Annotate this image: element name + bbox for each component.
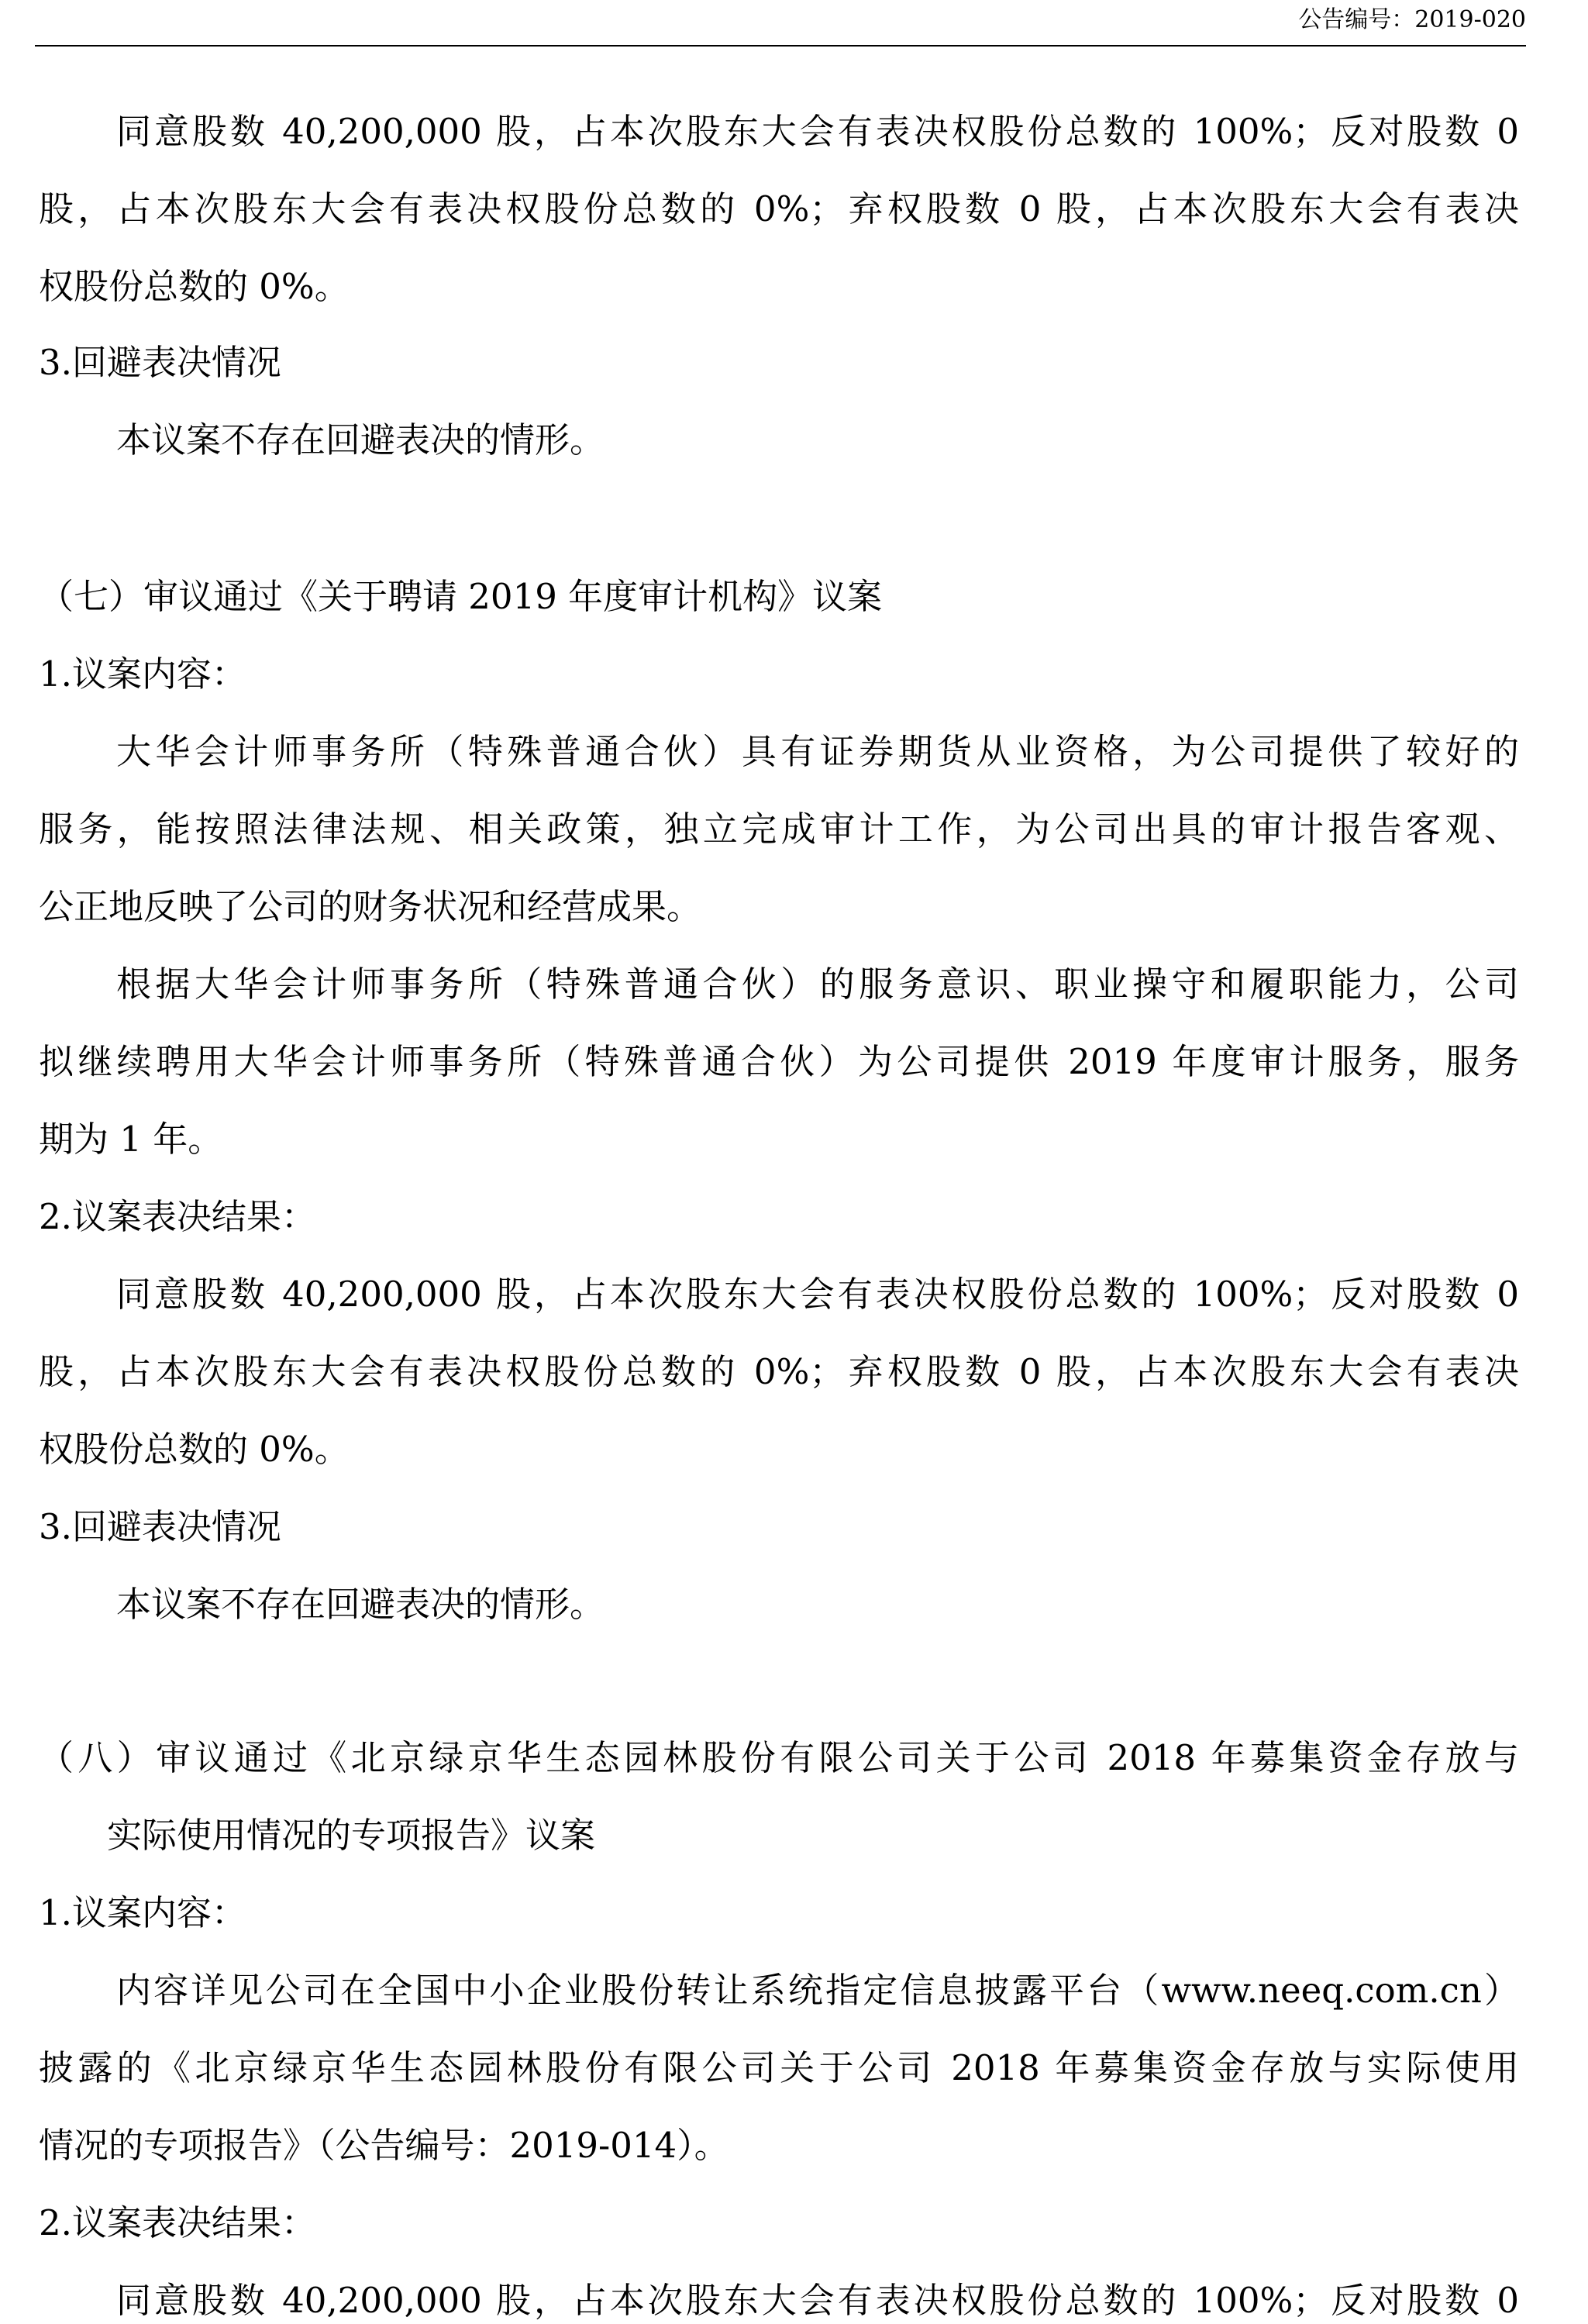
paragraph-text: 根据大华会计师事务所（特殊普通合伙）的服务意识、职业操守和履职能力，公司 [116, 964, 1519, 1005]
section-heading-8: （八）审议通过《北京绿京华生态园林股份有限公司关于公司 2018 年募集资金存放与 [39, 1737, 1519, 1778]
paragraph-text: 期为 1 年。 [39, 1119, 223, 1160]
paragraph-text: 大华会计师事务所（特殊普通合伙）具有证券期货从业资格，为公司提供了较好的 [116, 731, 1519, 772]
subheading-recusal: 3.回避表决情况 [39, 1506, 281, 1547]
announcement-code: 公告编号：2019-020 [1298, 6, 1526, 33]
vote-result-text: 权股份总数的 0%。 [39, 266, 350, 307]
subheading-vote-result: 2.议案表决结果： [39, 2202, 316, 2243]
recusal-text: 本议案不存在回避表决的情形。 [116, 419, 605, 460]
paragraph-text: 披露的《北京绿京华生态园林股份有限公司关于公司 2018 年募集资金存放与实际使用 [39, 2047, 1519, 2088]
vote-result-text: 同意股数 40,200,000 股，占本次股东大会有表决权股份总数的 100%；反对股数 0 [116, 2280, 1519, 2321]
subheading-content: 1.议案内容： [39, 653, 246, 695]
vote-result-text: 同意股数 40,200,000 股，占本次股东大会有表决权股份总数的 100%；反对股数 0 [116, 1274, 1519, 1315]
subheading-recusal: 3.回避表决情况 [39, 342, 281, 383]
vote-result-text: 权股份总数的 0%。 [39, 1429, 350, 1470]
paragraph-text: 情况的专项报告》（公告编号：2019-014）。 [39, 2125, 729, 2166]
paragraph-text: 服务，能按照法律法规、相关政策，独立完成审计工作，为公司出具的审计报告客观、 [39, 809, 1519, 850]
section-heading-8-continued: 实际使用情况的专项报告》议案 [107, 1815, 596, 1856]
subheading-content: 1.议案内容： [39, 1892, 246, 1933]
vote-result-text: 同意股数 40,200,000 股，占本次股东大会有表决权股份总数的 100%；反对股数 0 [116, 111, 1519, 152]
paragraph-text: 内容详见公司在全国中小企业股份转让系统指定信息披露平台（www.neeq.com.cn） [116, 1970, 1519, 2011]
vote-result-text: 股，占本次股东大会有表决权股份总数的 0%；弃权股数 0 股，占本次股东大会有表决 [39, 188, 1519, 229]
vote-result-text: 股，占本次股东大会有表决权股份总数的 0%；弃权股数 0 股，占本次股东大会有表决 [39, 1351, 1519, 1392]
page-header [35, 0, 1526, 47]
section-heading-7: （七）审议通过《关于聘请 2019 年度审计机构》议案 [39, 576, 883, 617]
paragraph-text: 公正地反映了公司的财务状况和经营成果。 [39, 886, 702, 927]
subheading-vote-result: 2.议案表决结果： [39, 1196, 316, 1237]
recusal-text: 本议案不存在回避表决的情形。 [116, 1584, 605, 1625]
paragraph-text: 拟继续聘用大华会计师事务所（特殊普通合伙）为公司提供 2019 年度审计服务，服务 [39, 1041, 1519, 1082]
